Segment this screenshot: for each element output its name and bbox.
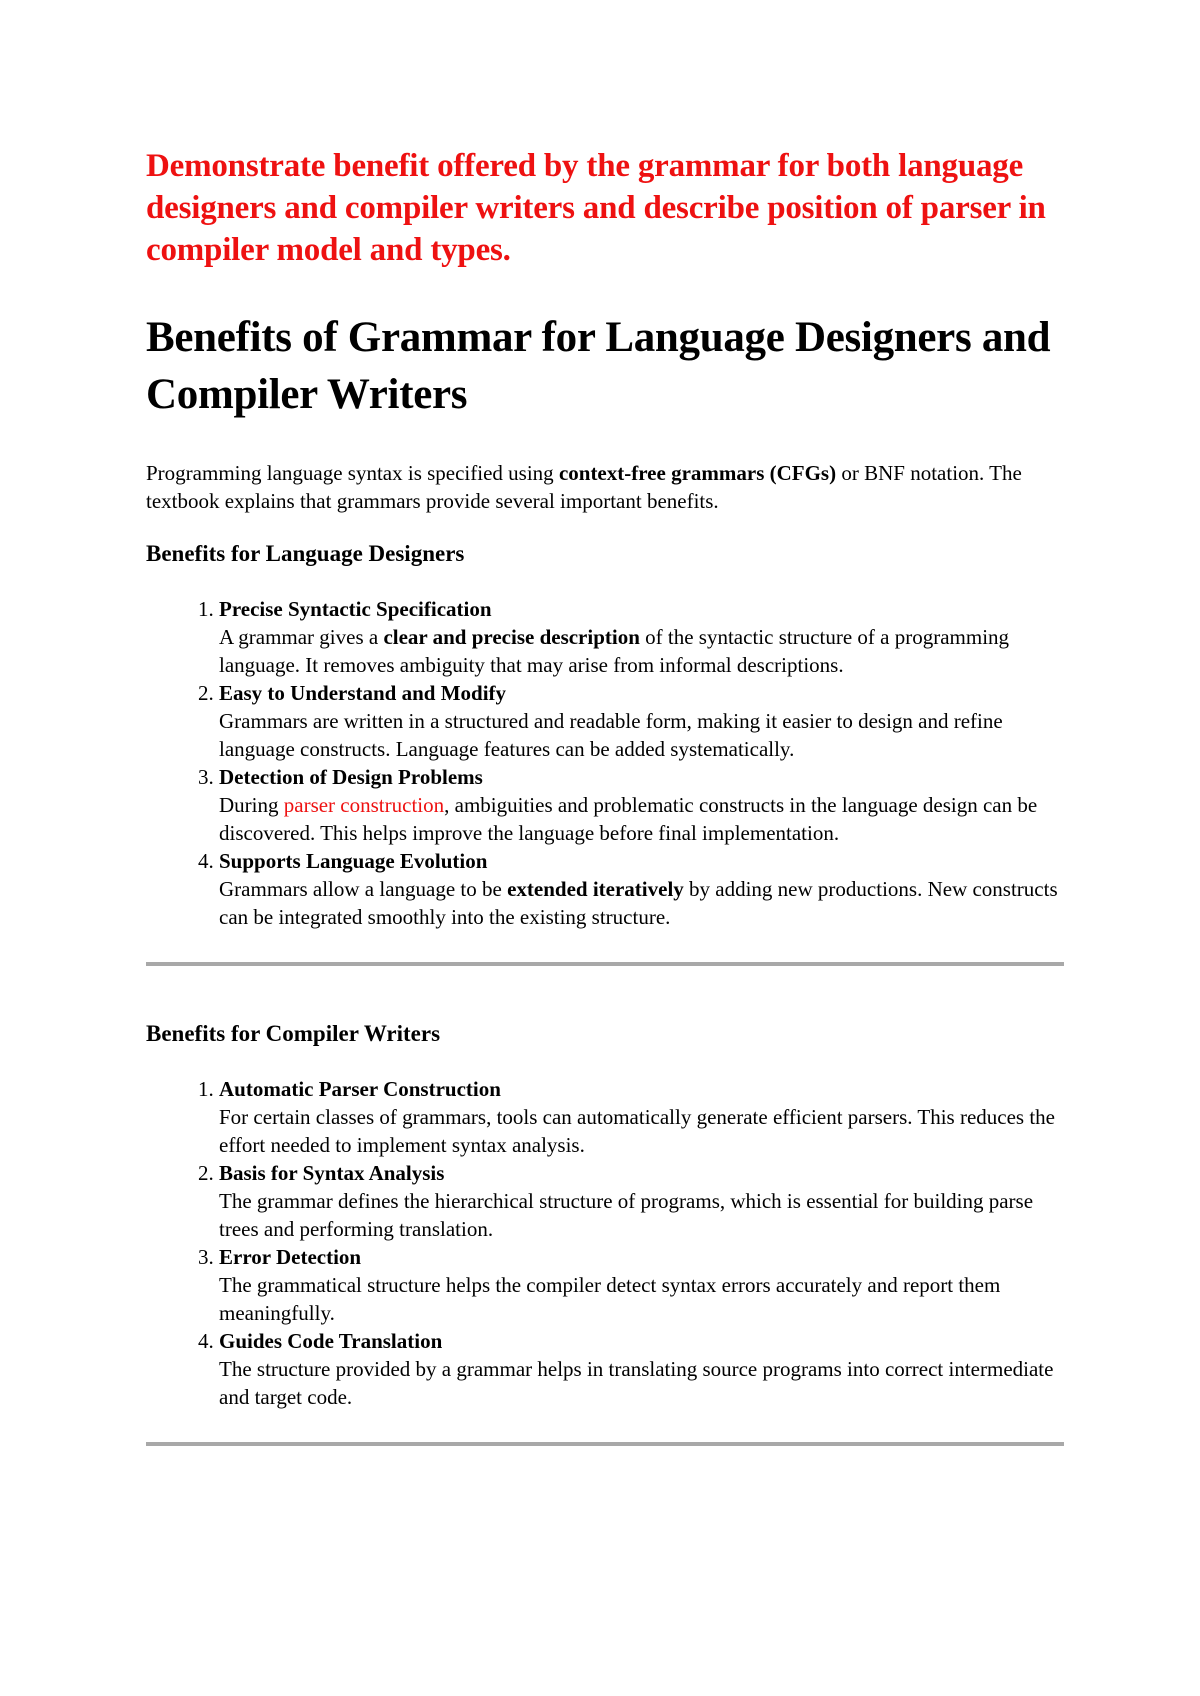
section-divider xyxy=(146,962,1064,966)
item-desc-bold: clear and precise description xyxy=(383,625,640,649)
item-description xyxy=(219,875,1066,931)
question-text: Demonstrate benefit offered by the grammar for both language designers and compiler writers and describe position of parser in compiler model and types. xyxy=(146,148,1046,268)
section-divider xyxy=(146,1442,1064,1446)
item-title: 1. Automatic Parser Construction xyxy=(219,1077,501,1101)
item-desc-text: by adding new productions. New constructs can be integrated smoothly into the existing structure. xyxy=(219,877,1058,929)
list-item xyxy=(219,595,1066,679)
item-title: 4. Supports Language Evolution xyxy=(219,849,488,873)
item-description: The grammatical structure helps the compiler detect syntax errors accurately and report them meaningfully. xyxy=(219,1273,1001,1325)
item-title: 3. Error Detection xyxy=(219,1245,362,1269)
list-item xyxy=(219,847,1066,931)
list-item xyxy=(219,1243,1066,1327)
document-page xyxy=(146,145,1066,1446)
item-description: For certain classes of grammars, tools can automatically generate efficient parsers. This reduces the effort needed to implement syntax analysis. xyxy=(219,1105,1055,1157)
intro-text-1: Programming language syntax is specified using xyxy=(146,461,559,485)
item-title: 2. Basis for Syntax Analysis xyxy=(219,1161,445,1185)
item-desc-text: , ambiguities and problematic constructs in the language design can be discovered. This helps improve the language before final implementation. xyxy=(219,793,1038,845)
language-designers-heading: Benefits for Language Designers xyxy=(146,541,465,566)
list-item xyxy=(219,1159,1066,1243)
list-item xyxy=(219,1327,1066,1411)
item-title: 4. Guides Code Translation xyxy=(219,1329,443,1353)
list-item xyxy=(219,679,1066,763)
item-desc-text: During xyxy=(219,793,284,817)
main-heading: Benefits of Grammar for Language Designers and Compiler Writers xyxy=(146,314,1051,418)
intro-text-2: or BNF notation. The textbook explains that grammars provide several important benefits. xyxy=(146,461,1022,513)
compiler-writers-heading: Benefits for Compiler Writers xyxy=(146,1021,441,1046)
item-description: The structure provided by a grammar helps in translating source programs into correct intermediate and target code. xyxy=(219,1357,1054,1409)
item-title: 3. Detection of Design Problems xyxy=(219,765,483,789)
item-desc-bold: extended iteratively xyxy=(507,877,684,901)
item-desc-text: of the syntactic structure of a programming language. It removes ambiguity that may arise from informal descriptions. xyxy=(219,625,1010,677)
compiler-writers-list xyxy=(146,1075,1066,1411)
intro-paragraph xyxy=(146,459,1066,515)
item-description: The grammar defines the hierarchical structure of programs, which is essential for building parse trees and performing translation. xyxy=(219,1189,1034,1241)
item-description xyxy=(219,791,1066,847)
intro-bold-cfg: context-free grammars (CFGs) xyxy=(558,461,837,485)
item-desc-text: Grammars allow a language to be xyxy=(219,877,508,901)
item-description xyxy=(219,623,1066,679)
language-designers-list xyxy=(146,595,1066,931)
item-title: 2. Easy to Understand and Modify xyxy=(219,681,507,705)
parser-construction-link[interactable]: parser construction xyxy=(283,793,445,817)
list-item xyxy=(219,763,1066,847)
item-description: Grammars are written in a structured and readable form, making it easier to design and refine language constructs. Language features can be added systematically. xyxy=(219,709,1003,761)
list-item xyxy=(219,1075,1066,1159)
item-title: 1. Precise Syntactic Specification xyxy=(219,597,492,621)
item-desc-text: A grammar gives a xyxy=(219,625,384,649)
